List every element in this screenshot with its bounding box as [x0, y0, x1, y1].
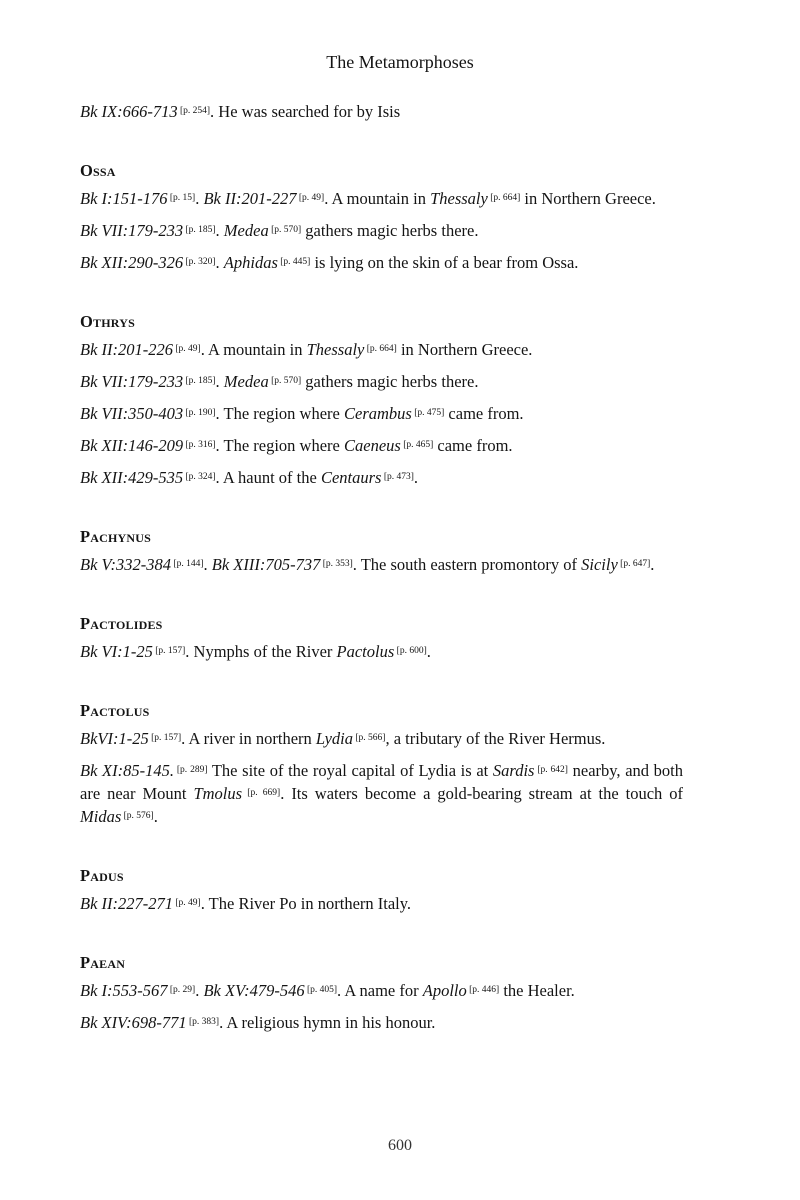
entry-line	[80, 979, 683, 1002]
italic-reference: Bk VII:179-233	[80, 372, 184, 391]
page-ref-link[interactable]: [p. 664]	[487, 193, 521, 203]
entry-heading: Pactolus	[80, 701, 150, 720]
entry-line	[80, 727, 683, 750]
entry-line	[80, 1011, 683, 1034]
italic-reference: BkVI:1-25	[80, 729, 149, 748]
text-run: .	[203, 555, 212, 574]
entry-heading: Paean	[80, 953, 126, 972]
text-run: gathers magic herbs there.	[301, 372, 479, 391]
page-header: The Metamorphoses	[326, 52, 474, 72]
italic-reference: Thessaly	[430, 189, 488, 208]
page-ref-link[interactable]: [p. 669]	[242, 788, 281, 798]
text-run: .	[195, 189, 204, 208]
page-ref-link[interactable]: [p. 445]	[277, 257, 311, 267]
page-ref-link[interactable]: [p. 600]	[394, 646, 427, 656]
text-run: . The region where	[215, 404, 344, 423]
text-run: the Healer.	[499, 981, 575, 1000]
index-entry	[80, 526, 683, 576]
italic-reference: Pactolus	[336, 642, 395, 661]
page-ref-link[interactable]: [p. 157]	[148, 733, 182, 743]
index-entry	[80, 700, 683, 828]
page-ref-link[interactable]: [p. 576]	[121, 811, 154, 821]
italic-reference: Bk XIV:698-771	[80, 1013, 187, 1032]
italic-reference: Bk IX:666-713	[80, 102, 178, 121]
italic-reference: Bk II:201-226	[80, 340, 174, 359]
page-ref-link[interactable]: [p. 647]	[617, 559, 651, 569]
page-ref-link[interactable]: [p. 29]	[167, 985, 196, 995]
italic-reference: Bk VII:179-233	[80, 221, 184, 240]
italic-reference: Bk VII:350-403	[80, 404, 184, 423]
text-run: .	[215, 221, 224, 240]
italic-reference: Lydia	[315, 729, 353, 748]
italic-reference: Bk VI:1-25	[80, 642, 153, 661]
italic-reference: Thessaly	[306, 340, 365, 359]
text-run: .	[215, 372, 224, 391]
page-ref-link[interactable]: [p. 49]	[173, 898, 201, 908]
entry-heading: Pactolides	[80, 614, 163, 633]
italic-reference: Cerambus	[344, 404, 412, 423]
continued-entry-line	[80, 100, 683, 123]
text-run: .	[426, 642, 431, 661]
entry-heading: Ossa	[80, 161, 116, 180]
page-ref-link[interactable]: [p. 324]	[183, 472, 216, 482]
page-ref-link[interactable]: [p. 190]	[183, 408, 216, 418]
italic-reference: Bk XII:429-535	[80, 468, 184, 487]
text-run: . The south eastern promontory of	[352, 555, 582, 574]
italic-reference: Sicily	[581, 555, 618, 574]
page-ref-link[interactable]: [p. 185]	[183, 225, 216, 235]
index-entry	[80, 952, 683, 1034]
index-entry	[80, 160, 683, 274]
italic-reference: Bk II:227-271	[80, 894, 174, 913]
page-ref-link[interactable]: [p. 405]	[304, 985, 338, 995]
italic-reference: Apollo	[422, 981, 467, 1000]
italic-reference: Bk XI:85-145.	[80, 761, 174, 780]
text-run: in Northern Greece.	[396, 340, 533, 359]
index-entries	[80, 160, 683, 1034]
text-run: . A religious hymn in his honour.	[219, 1013, 436, 1032]
page-ref-link[interactable]: [p. 570]	[268, 376, 302, 386]
page-ref-link[interactable]: [p. 316]	[183, 440, 216, 450]
text-run: .	[215, 253, 224, 272]
text-run: . Nymphs of the River	[185, 642, 337, 661]
text-run: . A haunt of the	[215, 468, 321, 487]
text-run: . The region where	[215, 436, 344, 455]
page-ref-link[interactable]: [p. 15]	[167, 193, 196, 203]
italic-reference: Bk XIII:705-737	[211, 555, 321, 574]
italic-reference: Sardis	[492, 761, 535, 780]
entry-line	[80, 466, 683, 489]
entry-heading: Pachynus	[80, 527, 152, 546]
text-run: nearby, and both are near Mount	[80, 761, 684, 803]
index-content	[80, 100, 683, 1043]
index-entry	[80, 865, 683, 915]
entry-heading: Padus	[80, 866, 124, 885]
italic-reference: Bk V:332-384	[80, 555, 172, 574]
page-ref-link[interactable]: [p. 254]	[177, 106, 211, 116]
page-ref-link[interactable]: [p. 465]	[400, 440, 434, 450]
page-ref-link[interactable]: [p. 664]	[364, 344, 397, 354]
entry-line	[80, 402, 683, 425]
entry-line	[80, 187, 683, 210]
page-ref-link[interactable]: [p. 570]	[268, 225, 302, 235]
page-ref-link[interactable]: [p. 144]	[171, 559, 204, 569]
text-run: . The River Po in northern Italy.	[200, 894, 412, 913]
italic-reference: Midas	[80, 807, 122, 826]
text-run: The site of the royal capital of Lydia is at	[207, 761, 493, 780]
index-entry	[80, 613, 683, 663]
page-ref-link[interactable]: [p. 289]	[174, 765, 208, 775]
page-ref-link[interactable]: [p. 49]	[173, 344, 201, 354]
text-run: . A river in northern	[181, 729, 316, 748]
text-run: .	[195, 981, 204, 1000]
entry-line	[80, 370, 683, 393]
page-ref-link[interactable]: [p. 473]	[381, 472, 414, 482]
text-run: came from.	[444, 404, 524, 423]
text-run: , a tributary of the River Hermus.	[385, 729, 606, 748]
text-run: . He was searched for by Isis	[210, 102, 401, 121]
page-ref-link[interactable]: [p. 353]	[320, 559, 353, 569]
page-ref-link[interactable]: [p. 475]	[411, 408, 445, 418]
page-number: 600	[388, 1137, 412, 1154]
page-ref-link[interactable]: [p. 320]	[183, 257, 216, 267]
italic-reference: Caeneus	[344, 436, 401, 455]
text-run: gathers magic herbs there.	[301, 221, 479, 240]
page-ref-link[interactable]: [p. 157]	[152, 646, 186, 656]
entry-line	[80, 892, 683, 915]
page-ref-link[interactable]: [p. 566]	[353, 733, 386, 743]
italic-reference: Centaurs	[320, 468, 382, 487]
italic-reference: Bk XV:479-546	[203, 981, 305, 1000]
page-ref-link[interactable]: [p. 383]	[186, 1017, 220, 1027]
italic-reference: Bk II:201-227	[203, 189, 297, 208]
text-run: . A mountain in	[200, 340, 307, 359]
page-ref-link[interactable]: [p. 642]	[534, 765, 568, 775]
entry-line	[80, 219, 683, 242]
italic-reference: Bk I:151-176	[80, 189, 168, 208]
entry-line	[80, 640, 683, 663]
entry-heading: Othrys	[80, 312, 135, 331]
text-run: came from.	[433, 436, 513, 455]
text-run: in Northern Greece.	[520, 189, 656, 208]
entry-line	[80, 251, 683, 274]
italic-reference: Medea	[223, 372, 269, 391]
italic-reference: Medea	[223, 221, 269, 240]
text-run: is lying on the skin of a bear from Ossa.	[310, 253, 579, 272]
page-ref-link[interactable]: [p. 185]	[183, 376, 216, 386]
entry-line	[80, 434, 683, 457]
entry-line	[80, 759, 683, 828]
entry-line	[80, 338, 683, 361]
italic-reference: Aphidas	[223, 253, 278, 272]
text-run: .	[413, 468, 419, 487]
text-run: .	[153, 807, 158, 826]
italic-reference: Bk XII:290-326	[80, 253, 184, 272]
italic-reference: Bk XII:146-209	[80, 436, 184, 455]
entry-line	[80, 553, 683, 576]
page-ref-link[interactable]: [p. 446]	[466, 985, 500, 995]
index-entry	[80, 311, 683, 489]
italic-reference: Tmolus	[193, 784, 243, 803]
text-run: . Its waters become a gold-bearing stream at the touch of	[280, 784, 683, 803]
text-run: .	[650, 555, 655, 574]
page-ref-link[interactable]: [p. 49]	[296, 193, 325, 203]
text-run: . A mountain in	[324, 189, 431, 208]
text-run: . A name for	[337, 981, 423, 1000]
italic-reference: Bk I:553-567	[80, 981, 168, 1000]
